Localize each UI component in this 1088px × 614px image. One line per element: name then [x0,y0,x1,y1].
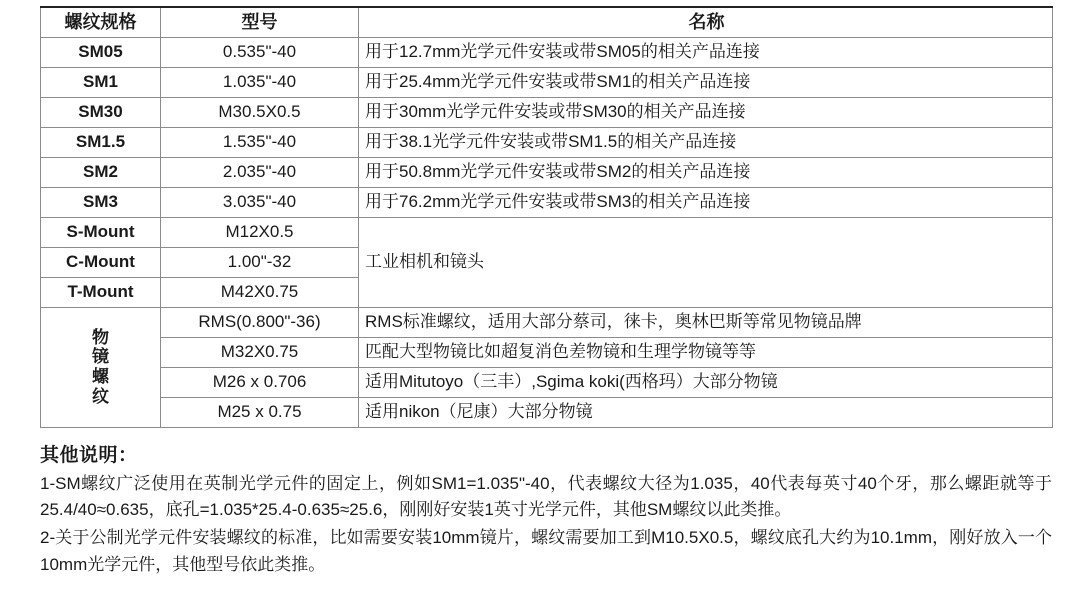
table-row [41,67,1053,97]
cell-model: 2.035"-40 [161,157,359,187]
cell-thread: SM1.5 [41,127,161,157]
cell-thread: SM3 [41,187,161,217]
column-header-name: 名称 [359,7,1053,37]
cell-desc: 用于76.2mm光学元件安装或带SM3的相关产品连接 [359,187,1053,217]
cell-thread: SM1 [41,67,161,97]
cell-model: 1.00"-32 [161,247,359,277]
cell-desc: 用于38.1光学元件安装或带SM1.5的相关产品连接 [359,127,1053,157]
cell-model: 1.035"-40 [161,67,359,97]
cell-desc: 用于30mm光学元件安装或带SM30的相关产品连接 [359,97,1053,127]
table-row [41,307,1053,337]
table-header-row [41,7,1053,37]
table-row [41,367,1053,397]
cell-thread: T-Mount [41,277,161,307]
cell-model: M25 x 0.75 [161,397,359,427]
table-row [41,397,1053,427]
cell-thread: SM30 [41,97,161,127]
cell-desc: 用于12.7mm光学元件安装或带SM05的相关产品连接 [359,37,1053,67]
cell-desc: 匹配大型物镜比如超复消色差物镜和生理学物镜等等 [359,337,1053,367]
cell-model: RMS(0.800"-36) [161,307,359,337]
notes-title: 其他说明： [40,444,138,466]
cell-desc: 适用nikon（尼康）大部分物镜 [359,397,1053,427]
cell-desc: RMS标准螺纹，适用大部分蔡司，徕卡，奥林巴斯等常见物镜品牌 [359,307,1053,337]
table-row [41,187,1053,217]
objective-label-char-1: 物 [92,327,109,347]
table-row [41,97,1053,127]
cell-model: M26 x 0.706 [161,367,359,397]
table-row [41,217,1053,247]
table-row [41,127,1053,157]
column-header-thread: 螺纹规格 [41,7,161,37]
cell-thread: SM05 [41,37,161,67]
table-row [41,157,1053,187]
objective-label-char-4: 纹 [92,386,109,406]
cell-model: M32X0.75 [161,337,359,367]
cell-model: 1.535"-40 [161,127,359,157]
cell-thread-objective-group [41,307,161,427]
cell-model: M42X0.75 [161,277,359,307]
cell-desc: 用于50.8mm光学元件安装或带SM2的相关产品连接 [359,157,1053,187]
cell-model: M12X0.5 [161,217,359,247]
objective-label-char-3: 螺 [92,367,109,386]
table-header [41,7,1053,37]
cell-model: 3.035"-40 [161,187,359,217]
cell-model: M30.5X0.5 [161,97,359,127]
column-header-model: 型号 [161,7,359,37]
cell-desc-mount-group: 工业相机和镜头 [359,217,1053,307]
table-row [41,337,1053,367]
cell-thread: SM2 [41,157,161,187]
thread-spec-table [40,6,1053,428]
cell-model: 0.535"-40 [161,37,359,67]
cell-thread: C-Mount [41,247,161,277]
cell-thread: S-Mount [41,217,161,247]
notes-section [40,440,1052,578]
table-row [41,37,1053,67]
cell-desc: 适用Mitutoyo（三丰）,Sgima koki(西格玛）大部分物镜 [359,367,1053,397]
note-paragraph-2: 2-关于公制光学元件安装螺纹的标准，比如需要安装10mm镜片，螺纹需要加工到M10.5X0.5，螺纹底孔大约为10.1mm，刚好放入一个10mm光学元件，其他型号依此类推。 [40,528,1052,574]
table-body [41,37,1053,427]
cell-desc: 用于25.4mm光学元件安装或带SM1的相关产品连接 [359,67,1053,97]
note-paragraph-1: 1-SM螺纹广泛使用在英制光学元件的固定上，例如SM1=1.035"-40，代表螺纹大径为1.035，40代表每英寸40个牙，那么螺距就等于25.4/40≈0.635，底孔=1.035*25.4-0.635≈25.6，刚刚好安装1英寸光学元件，其他SM螺纹以此类推。 [40,473,1052,519]
objective-label-char-2: 镜 [92,347,109,367]
